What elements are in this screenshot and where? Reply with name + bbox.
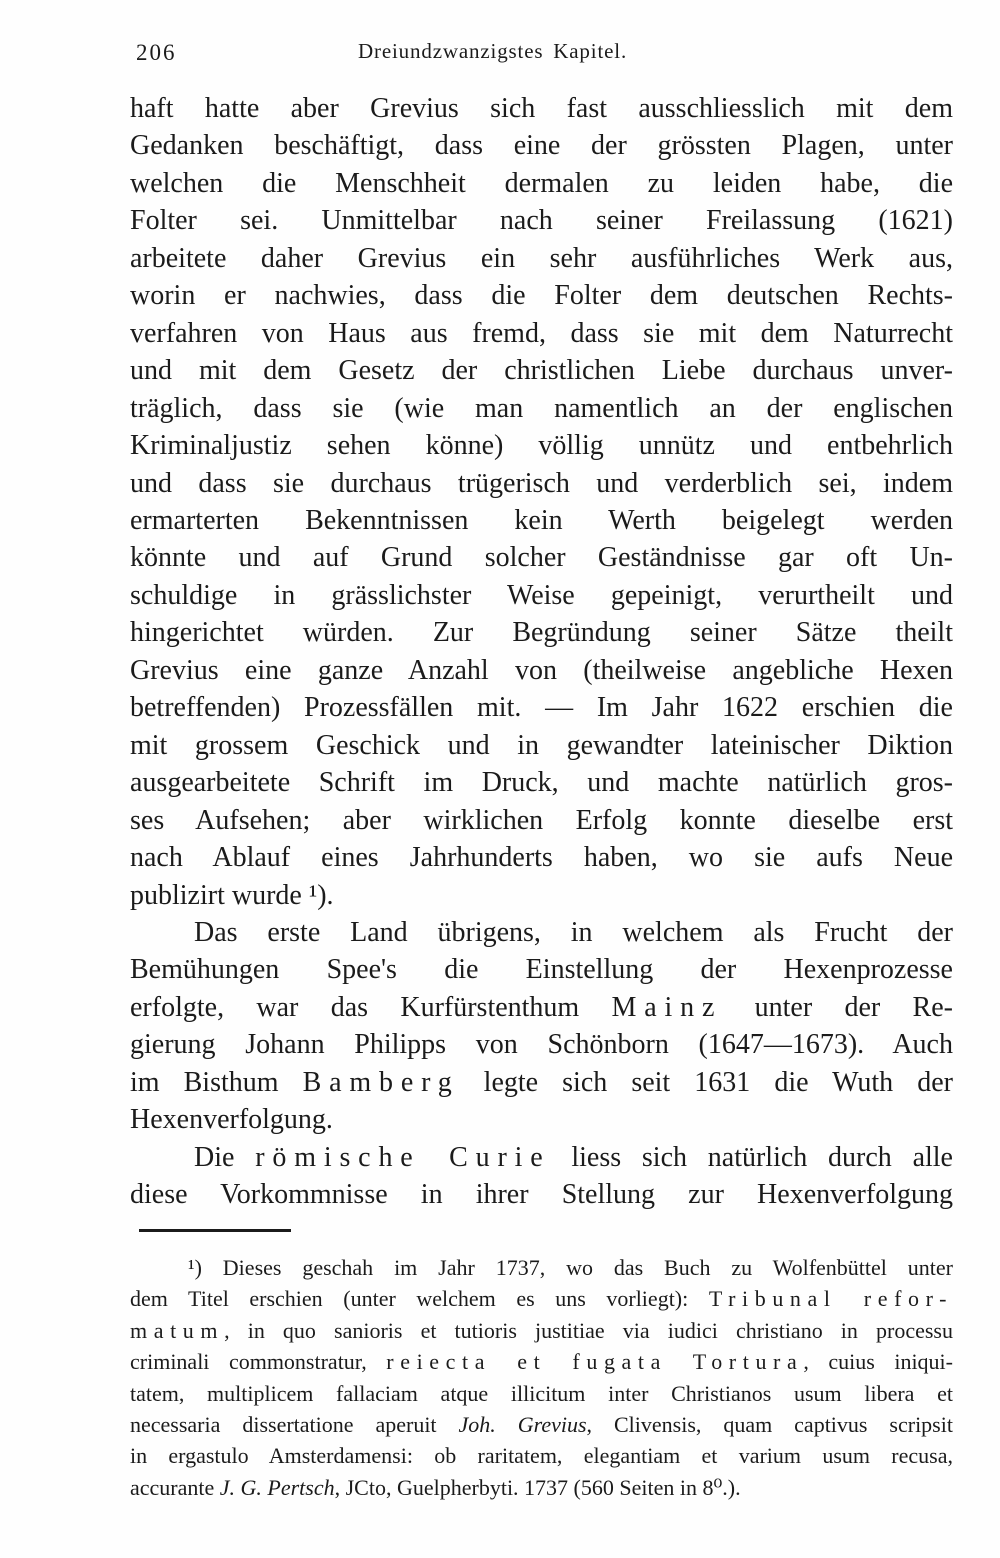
body-line: Die römische Curie liess sich natürlich durch alle <box>194 1141 953 1173</box>
body-line: diese Vorkommnisse in ihrer Stellung zur Hexenverfolgung <box>130 1179 953 1211</box>
body-line: ses Aufsehen; aber wirklichen Erfolg konnte dieselbe erst <box>130 804 953 836</box>
body-line: Folter sei. Unmittelbar nach seiner Freilassung (1621) <box>130 205 953 237</box>
body-line: verfahren von Haus aus fremd, dass sie mit dem Naturrecht <box>130 317 953 349</box>
footnote-line: necessaria dissertatione aperuit Joh. Grevius, Clivensis, quam captivus scripsit <box>130 1412 953 1438</box>
letterspaced-text: reiecta et fugata Tortura <box>386 1349 804 1375</box>
body-line: Gedanken beschäftigt, dass eine der grössten Plagen, unter <box>130 130 953 162</box>
body-line: welchen die Menschheit dermalen zu leiden habe, die <box>130 167 953 199</box>
body-line: im Bisthum Bamberg legte sich seit 1631 die Wuth der <box>130 1066 953 1098</box>
body-line: nach Ablauf eines Jahrhunderts haben, wo sie aufs Neue <box>130 842 953 874</box>
footnote-line: ¹) Dieses geschah im Jahr 1737, wo das Buch zu Wolfenbüttel unter <box>188 1255 953 1280</box>
body-line: gierung Johann Philipps von Schönborn (1647—1673). Auch <box>130 1029 953 1061</box>
body-line: schuldige in grässlichster Weise gepeinigt, verurtheilt und <box>130 579 953 611</box>
body-line: Grevius eine ganze Anzahl von (theilweise angebliche Hexen <box>130 654 953 686</box>
body-line: und mit dem Gesetz der christlichen Liebe durchaus unver- <box>130 355 953 387</box>
footnote-line: in ergastulo Amsterdamensi: ob raritatem, elegantiam et varium usum recusa, <box>130 1443 953 1469</box>
footnote-line: criminali commonstratur, reiecta et fugata Tortura, cuius iniqui- <box>130 1349 953 1375</box>
body-line: ausgearbeitete Schrift im Druck, und machte natürlich gros- <box>130 767 953 799</box>
body-line: publizirt wurde ¹). <box>130 879 334 911</box>
letterspaced-text: römische Curie <box>255 1141 551 1173</box>
footnote <box>130 1252 953 1503</box>
letterspaced-text: matum <box>130 1317 225 1343</box>
body-line: hingerichtet würden. Zur Begründung seiner Sätze theilt <box>130 617 953 649</box>
body-line: mit grossem Geschick und in gewandter lateinischer Diktion <box>130 729 953 761</box>
body-line: erfolgte, war das Kurfürstenthum Mainz unter der Re- <box>130 991 953 1023</box>
footnote-line: tatem, multiplicem fallaciam atque illicitum inter Christianos usum libera et <box>130 1380 953 1406</box>
body-line: ermarterten Bekenntnissen kein Werth beigelegt werden <box>130 504 953 536</box>
body-line: haft hatte aber Grevius sich fast ausschliesslich mit dem <box>130 93 953 124</box>
italic-text: J. G. Pertsch <box>219 1474 335 1500</box>
footnote-line: matum, in quo sanioris et tutioris justitiae via iudici christiano in processu <box>130 1317 953 1343</box>
italic-text: Joh. Grevius <box>458 1412 587 1438</box>
body-line: Hexenverfolgung. <box>130 1104 333 1136</box>
footnote-line: accurante J. G. Pertsch, JCto, Guelpherbyti. 1737 (560 Seiten in 8⁰.). <box>130 1474 741 1500</box>
letterspaced-text: Tribunal refor- <box>708 1286 954 1312</box>
body-line: Das erste Land übrigens, in welchem als Frucht der <box>194 916 953 948</box>
chapter-title: Dreiundzwanzigstes Kapitel. <box>358 39 628 63</box>
body-line: worin er nachwies, dass die Folter dem deutschen Rechts- <box>130 280 953 312</box>
body-line: könnte und auf Grund solcher Geständnisse gar oft Un- <box>130 542 953 574</box>
letterspaced-text: Bamberg <box>302 1066 460 1098</box>
footnote-line: dem Titel erschien (unter welchem es uns vorliegt): Tribunal refor- <box>130 1286 954 1312</box>
body-line: Kriminaljustiz sehen könne) völlig unnütz und entbehrlich <box>130 430 953 462</box>
body-line: träglich, dass sie (wie man namentlich an der englischen <box>130 392 953 424</box>
body-line: und dass sie durchaus trügerisch und verderblich sei, indem <box>130 467 953 499</box>
body-line: arbeitete daher Grevius ein sehr ausführliches Werk aus, <box>130 242 953 274</box>
footnote-divider <box>139 1229 291 1232</box>
body-line: Bemühungen Spee's die Einstellung der Hexenprozesse <box>130 954 953 986</box>
body-text <box>130 90 953 1214</box>
letterspaced-text: Mainz <box>611 991 723 1023</box>
page-number: 206 <box>136 40 177 65</box>
body-line: betreffenden) Prozessfällen mit. — Im Jahr 1622 erschien die <box>130 692 953 724</box>
